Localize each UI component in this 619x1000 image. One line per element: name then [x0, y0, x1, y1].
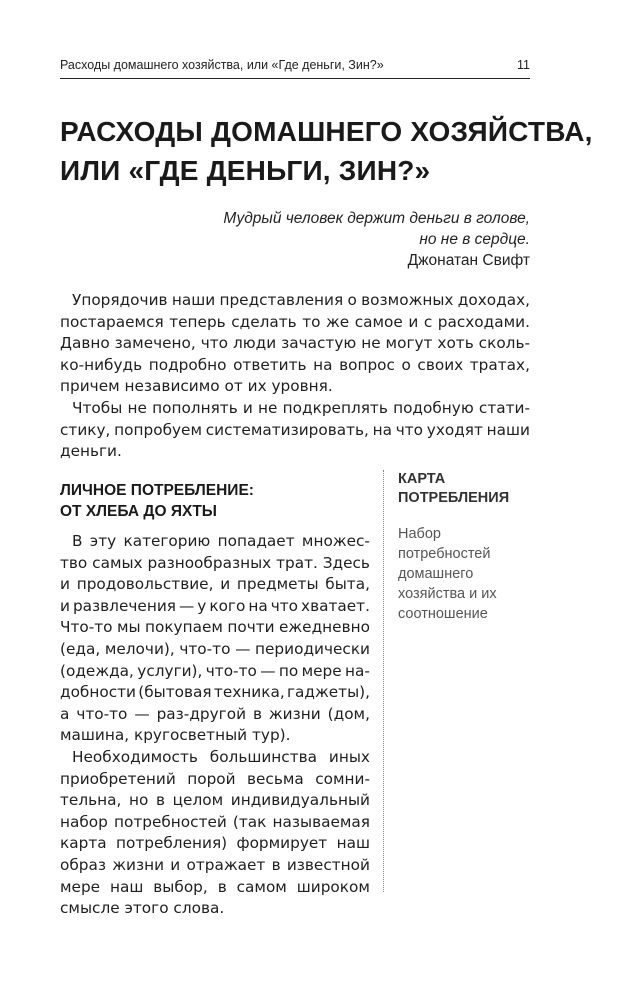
text-line: [60, 898, 370, 920]
text-line-content: причем независимо от их уровня.: [60, 377, 333, 396]
margin-note-line: соотношение: [398, 606, 488, 622]
text-line: Чтобы не пополнять и не подкреплять подобную стати-: [72, 398, 530, 417]
text-line: тво самых разнообразных трат. Здесь: [60, 553, 370, 572]
epigraph-line: но не в сердце.: [419, 231, 530, 248]
section-body: [60, 531, 370, 920]
text-line: [60, 725, 370, 747]
text-line: добности (бытовая техника, гаджеты),: [60, 683, 370, 702]
text-line: карта потребления) формирует наш: [60, 834, 370, 853]
running-title: Расходы домашнего хозяйства, или «Где деньги, Зин?»: [60, 58, 384, 72]
running-header: [60, 58, 530, 72]
text-line: Что-то мы покупаем почти ежедневно: [60, 618, 370, 637]
chapter-title-line: РАСХОДЫ ДОМАШНЕГО ХОЗЯЙСТВА,: [60, 116, 593, 147]
text-line: Давно замечено, что люди зачастую не могут хоть сколь-: [60, 334, 530, 353]
text-line-content: деньги.: [60, 442, 122, 461]
margin-note-line: Набор: [398, 526, 441, 542]
chapter-title: [60, 112, 593, 190]
sidebar-divider: [383, 470, 384, 892]
text-line: (еда, мелочи), что-то — периодически: [60, 639, 370, 658]
text-line: а что-то — раз-другой в жизни (дом,: [60, 704, 370, 723]
text-line: В эту категорию попадает множес-: [72, 532, 370, 550]
margin-note-title: [398, 470, 538, 508]
chapter-title-line: ИЛИ «ГДЕ ДЕНЬГИ, ЗИН?»: [60, 155, 431, 186]
text-line: набор потребностей (так называемая: [60, 812, 370, 831]
text-line-content: смысле этого слова.: [60, 899, 225, 918]
text-line: [60, 441, 530, 463]
section-heading-line: ЛИЧНОЕ ПОТРЕБЛЕНИЕ:: [60, 482, 254, 499]
text-line: постараемся теперь сделать то же самое и с расходами.: [60, 312, 530, 331]
margin-note-line: хозяйства и их: [398, 586, 497, 602]
text-line: Необходимость большинства иных: [72, 747, 370, 766]
margin-note-text: [398, 524, 538, 624]
text-line: Упорядочив наши представления о возможных доходах,: [72, 291, 530, 309]
text-line: и развлечения — у кого на что хватает.: [60, 596, 370, 615]
margin-note-line: домашнего: [398, 566, 474, 582]
section-heading: [60, 480, 360, 522]
header-rule: [60, 78, 530, 79]
epigraph-line: Мудрый человек держит деньги в голове,: [223, 210, 530, 227]
text-line: образ жизни и отражает в известной: [60, 855, 370, 874]
margin-note-title-line: ПОТРЕБЛЕНИЯ: [398, 490, 510, 506]
text-line: стику, попробуем систематизировать, на что уходят наши: [60, 420, 530, 439]
epigraph-author: Джонатан Свифт: [407, 252, 530, 269]
text-line: тельна, но в целом индивидуальный: [60, 791, 370, 810]
text-line: ко-нибудь подробно ответить на вопрос о своих тратах,: [60, 355, 530, 374]
margin-note: [398, 470, 538, 624]
intro-text: [60, 290, 530, 463]
text-line: мере наш выбор, в самом широком: [60, 877, 370, 896]
margin-note-title-line: КАРТА: [398, 471, 446, 487]
text-line: и продовольствие, и предметы быта,: [60, 575, 370, 594]
margin-note-line: потребностей: [398, 546, 491, 562]
page-number: 11: [517, 58, 530, 72]
text-line-content: машина, кругосветный тур).: [60, 726, 291, 745]
section-heading-line: ОТ ХЛЕБА ДО ЯХТЫ: [60, 503, 217, 520]
text-line: приобретений порой весьма сомни-: [60, 769, 370, 788]
text-line: [60, 376, 530, 398]
epigraph: [190, 208, 530, 271]
text-line: (одежда, услуги), что-то — по мере на-: [60, 661, 370, 680]
